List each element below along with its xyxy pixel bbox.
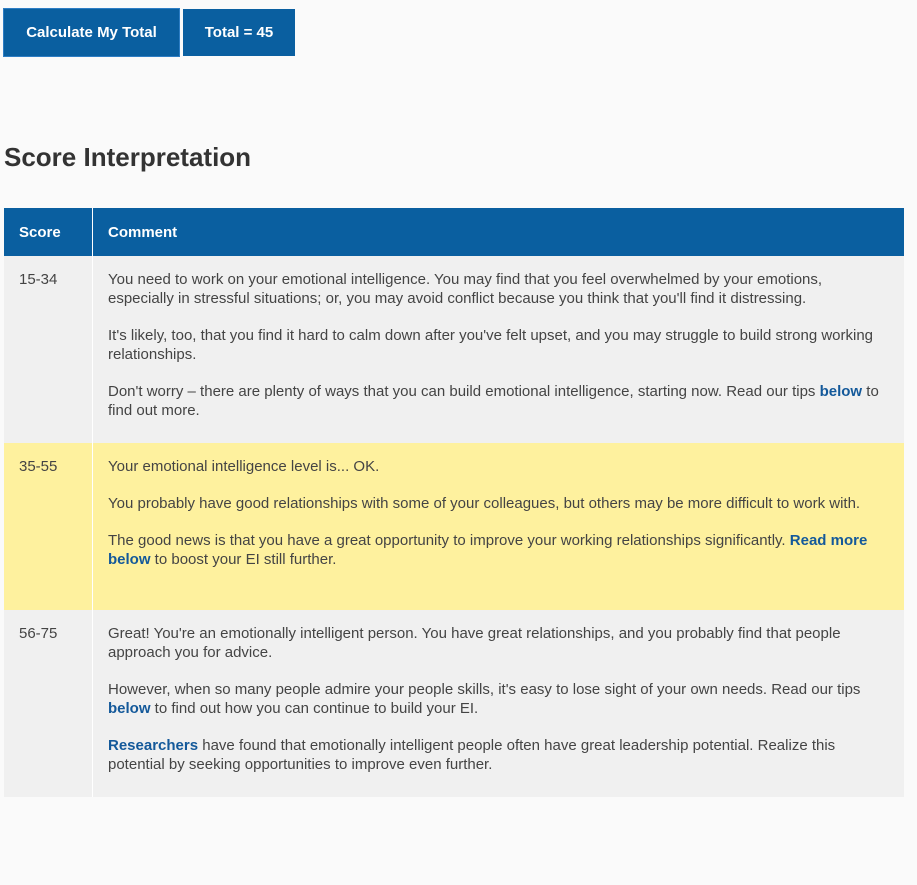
table-header-row (4, 208, 904, 256)
score-range-cell: 15-34 (4, 256, 93, 443)
comment-paragraph: Your emotional intelligence level is... OK. (108, 458, 380, 475)
score-range-cell: 56-75 (4, 610, 93, 797)
below-link[interactable]: below (819, 383, 863, 400)
comment-paragraph (108, 736, 889, 774)
calculate-total-button[interactable]: Calculate My Total (4, 9, 179, 56)
comment-paragraph (108, 382, 889, 420)
table-row-highlighted (4, 443, 904, 610)
comment-paragraph: You need to work on your emotional intelligence. You may find that you feel overwhelmed by your emotions, especially in stressful situations; or, you may avoid conflict because you think that you'll find it distressing. (108, 271, 823, 307)
comment-paragraph: Great! You're an emotionally intelligent person. You have great relationships, and you probably find that people approach you for advice. (108, 625, 841, 661)
comment-paragraph: You probably have good relationships with some of your colleagues, but others may be more difficult to work with. (108, 495, 861, 512)
comment-text: have found that emotionally intelligent people often have great leadership potential. Realize this potential by seeking opportunities to improve even further. (108, 737, 836, 773)
section-heading: Score Interpretation (4, 142, 252, 172)
comment-paragraph (108, 531, 889, 569)
table-row (4, 256, 904, 443)
comment-text: However, when so many people admire your people skills, it's easy to lose sight of your own needs. Read our tips (108, 681, 861, 698)
comment-text: The good news is that you have a great opportunity to improve your working relationships significantly. (108, 532, 790, 549)
comment-cell (93, 256, 905, 443)
button-row (4, 9, 295, 56)
read-more-below-link[interactable]: Read more below (108, 532, 868, 568)
comment-paragraph: It's likely, too, that you find it hard to calm down after you've felt upset, and you may struggle to build strong working relationships. (108, 327, 874, 363)
total-display-button[interactable]: Total = 45 (183, 9, 295, 56)
comment-cell (93, 610, 905, 797)
comment-text: to boost your EI still further. (150, 551, 337, 568)
score-interpretation-table (4, 208, 904, 797)
comment-cell (93, 443, 905, 610)
comment-paragraph (108, 680, 889, 718)
below-link[interactable]: below (108, 700, 151, 717)
score-column-header: Score (4, 208, 93, 256)
comment-text: to find out more. (108, 383, 879, 419)
comment-text: Don't worry – there are plenty of ways that you can build emotional intelligence, starting now. Read our tips (108, 383, 820, 400)
table-row (4, 610, 904, 797)
score-range-cell: 35-55 (4, 443, 93, 610)
comment-column-header: Comment (93, 208, 905, 256)
comment-text: to find out how you can continue to build your EI. (150, 700, 479, 717)
researchers-link[interactable]: Researchers (108, 737, 199, 754)
